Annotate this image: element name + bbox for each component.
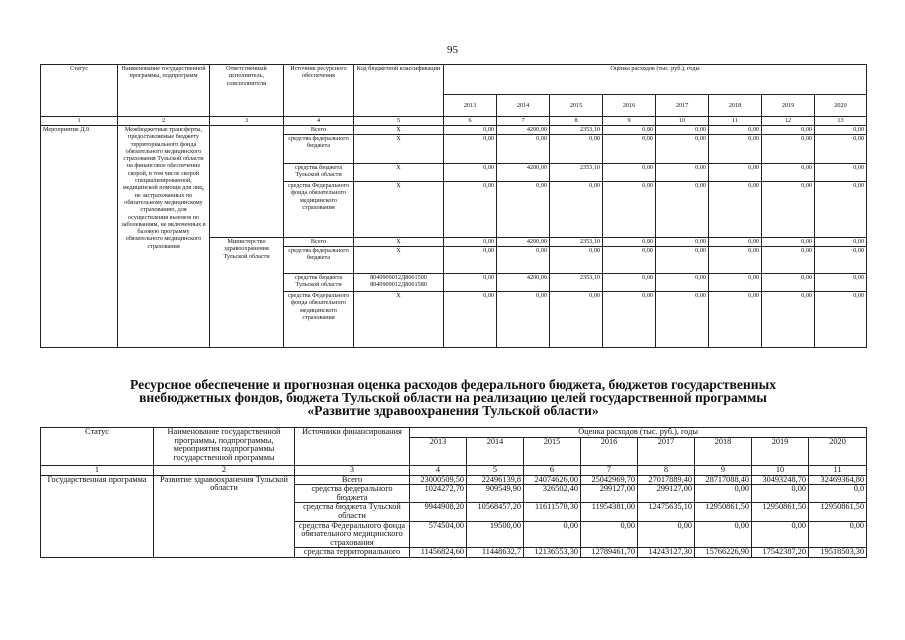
year-header: 2019 — [762, 95, 815, 117]
value-cell: 1024272,70 — [410, 485, 467, 503]
source-cell: Всего — [284, 238, 354, 247]
column-number: 7 — [497, 117, 550, 126]
column-number-row — [41, 117, 867, 126]
value-cell: 32469364,80 — [809, 475, 867, 485]
value-cell: 299127,00 — [581, 485, 638, 503]
value-cell: 0,00 — [709, 292, 762, 348]
year-header: 2018 — [695, 438, 752, 466]
value-cell: 2353,10 — [550, 126, 603, 135]
value-cell: 0,00 — [603, 247, 656, 274]
column-number: 5 — [354, 117, 444, 126]
column-number: 4 — [410, 466, 467, 476]
source-cell: средства Федерального фонда обязательного медицинского страхования — [284, 182, 354, 238]
value-cell: 0,00 — [524, 521, 581, 548]
column-number: 12 — [762, 117, 815, 126]
source-cell: средства федерального бюджета — [284, 135, 354, 164]
value-cell: 12950861,50 — [695, 503, 752, 521]
value-cell: 0,00 — [603, 164, 656, 182]
value-cell: 0,00 — [752, 485, 809, 503]
table-row — [41, 475, 867, 485]
value-cell: 0,00 — [762, 238, 815, 247]
value-cell: 19500,00 — [467, 521, 524, 548]
year-header: 2017 — [638, 438, 695, 466]
column-number: 5 — [467, 466, 524, 476]
value-cell: 11448632,7 — [467, 548, 524, 558]
value-cell: 11456824,60 — [410, 548, 467, 558]
year-header: 2016 — [581, 438, 638, 466]
column-number: 9 — [603, 117, 656, 126]
value-cell: 299127,00 — [638, 485, 695, 503]
source-cell: средства территориального — [295, 548, 410, 558]
header-status: Статус — [41, 428, 154, 466]
value-cell: 0,00 — [581, 521, 638, 548]
value-cell: 0,00 — [656, 126, 709, 135]
column-number: 10 — [752, 466, 809, 476]
header-name: Наименование государственной программы, подпрограмм — [118, 65, 210, 117]
value-cell: 0,00 — [762, 274, 815, 292]
value-cell: 0,00 — [550, 182, 603, 238]
column-number: 3 — [295, 466, 410, 476]
value-cell: 0,00 — [444, 135, 497, 164]
value-cell: 0,0 — [809, 485, 867, 503]
value-cell: 0,00 — [709, 135, 762, 164]
value-cell: 23000509,50 — [410, 475, 467, 485]
value-cell: 0,00 — [695, 485, 752, 503]
year-header: 2018 — [709, 95, 762, 117]
value-cell: 4200,00 — [497, 274, 550, 292]
source-cell: средства бюджета Тульской области — [284, 164, 354, 182]
header-source: Источники финансирования — [295, 428, 410, 466]
year-header: 2015 — [524, 438, 581, 466]
column-number-row — [41, 466, 867, 476]
value-cell: 14243127,30 — [638, 548, 695, 558]
value-cell: 0,00 — [656, 135, 709, 164]
value-cell: 0,00 — [603, 292, 656, 348]
value-cell: 4200,00 — [497, 164, 550, 182]
value-cell: 12475635,10 — [638, 503, 695, 521]
value-cell: 15766226,90 — [695, 548, 752, 558]
value-cell: 0,00 — [815, 164, 867, 182]
column-number: 1 — [41, 117, 118, 126]
value-cell: 12136553,30 — [524, 548, 581, 558]
resource-table-top — [40, 64, 867, 348]
value-cell: 0,00 — [809, 521, 867, 548]
column-number: 4 — [284, 117, 354, 126]
value-cell: 0,00 — [444, 247, 497, 274]
value-cell: 0,00 — [497, 247, 550, 274]
value-cell: 0,00 — [815, 182, 867, 238]
value-cell: 0,00 — [550, 135, 603, 164]
code-cell: Х — [354, 164, 444, 182]
executor-cell-empty — [210, 126, 284, 238]
code-cell: Х — [354, 292, 444, 348]
executor-cell: Министерство здравоохранения Тульской области — [210, 238, 284, 348]
status-cell: Мероприятие Д.9. — [41, 126, 118, 348]
header-name: Наименование государственной программы, подпрограммы, мероприятия подпрограммы государственной программы — [154, 428, 295, 466]
value-cell: 0,00 — [762, 135, 815, 164]
source-cell: средства федерального бюджета — [284, 247, 354, 274]
code-cell: Х — [354, 182, 444, 238]
code-cell: Х — [354, 247, 444, 274]
value-cell: 10568457,20 — [467, 503, 524, 521]
header-estimate: Оценка расходов (тыс. руб.), годы — [444, 65, 867, 95]
code-cell: Х — [354, 135, 444, 164]
header-source: Источник ресурсного обеспечения — [284, 65, 354, 117]
value-cell: 0,00 — [762, 126, 815, 135]
value-cell: 0,00 — [695, 521, 752, 548]
column-number: 6 — [444, 117, 497, 126]
value-cell: 0,00 — [709, 182, 762, 238]
value-cell: 19518503,30 — [809, 548, 867, 558]
value-cell: 0,00 — [815, 126, 867, 135]
value-cell: 0,00 — [656, 247, 709, 274]
value-cell: 4200,00 — [497, 238, 550, 247]
program-name-cell: Развитие здравоохранения Тульской области — [154, 475, 295, 557]
value-cell: 0,00 — [656, 292, 709, 348]
value-cell: 0,00 — [603, 182, 656, 238]
value-cell: 0,00 — [762, 182, 815, 238]
value-cell: 0,00 — [815, 238, 867, 247]
value-cell: 17542387,20 — [752, 548, 809, 558]
value-cell: 0,00 — [656, 164, 709, 182]
column-number: 2 — [154, 466, 295, 476]
value-cell: 0,00 — [603, 238, 656, 247]
year-header: 2019 — [752, 438, 809, 466]
value-cell: 0,00 — [709, 274, 762, 292]
value-cell: 0,00 — [656, 238, 709, 247]
heading-line: «Развитие здравоохранения Тульской области» — [307, 403, 599, 418]
value-cell: 30493248,70 — [752, 475, 809, 485]
source-cell: средства бюджета Тульской области — [295, 503, 410, 521]
source-cell: Всего — [295, 475, 410, 485]
value-cell: 2353,10 — [550, 238, 603, 247]
heading-line: Ресурсное обеспечение и прогнозная оценка расходов федерального бюджета, бюджетов государственных — [129, 377, 777, 392]
year-header: 2016 — [603, 95, 656, 117]
value-cell: 12950861,50 — [809, 503, 867, 521]
source-cell: средства Федерального фонда обязательного медицинского страхования — [284, 292, 354, 348]
heading-line: внебюджетных фондов, бюджета Тульской области на реализацию целей государственной программы — [139, 390, 767, 405]
year-header: 2017 — [656, 95, 709, 117]
year-header: 2013 — [444, 95, 497, 117]
value-cell: 0,00 — [709, 126, 762, 135]
header-status: Статус — [41, 65, 118, 117]
value-cell: 12789461,70 — [581, 548, 638, 558]
value-cell: 0,00 — [815, 292, 867, 348]
value-cell: 0,00 — [603, 126, 656, 135]
source-cell: средства федерального бюджета — [295, 485, 410, 503]
value-cell: 0,00 — [709, 247, 762, 274]
value-cell: 22496139,8 — [467, 475, 524, 485]
value-cell: 0,00 — [815, 274, 867, 292]
value-cell: 0,00 — [762, 292, 815, 348]
column-number: 10 — [656, 117, 709, 126]
table-row — [41, 126, 867, 135]
column-number: 8 — [550, 117, 603, 126]
code-cell: 8040909012Д8061500 8040909012Д8061580 — [354, 274, 444, 292]
value-cell: 0,00 — [709, 238, 762, 247]
value-cell: 326502,40 — [524, 485, 581, 503]
column-number: 11 — [809, 466, 867, 476]
column-number: 9 — [695, 466, 752, 476]
value-cell: 2353,10 — [550, 164, 603, 182]
value-cell: 0,00 — [444, 238, 497, 247]
column-number: 3 — [210, 117, 284, 126]
status-cell: Государственная программа — [41, 475, 154, 557]
column-number: 11 — [709, 117, 762, 126]
source-cell: средства бюджета Тульской области — [284, 274, 354, 292]
value-cell: 0,00 — [709, 164, 762, 182]
section-heading — [40, 378, 866, 417]
value-cell: 0,00 — [638, 521, 695, 548]
value-cell: 0,00 — [497, 135, 550, 164]
value-cell: 574504,00 — [410, 521, 467, 548]
year-header: 2014 — [467, 438, 524, 466]
header-executor: Ответственный исполнитель, соисполнители — [210, 65, 284, 117]
column-number: 1 — [41, 466, 154, 476]
year-header: 2015 — [550, 95, 603, 117]
value-cell: 0,00 — [497, 292, 550, 348]
column-number: 2 — [118, 117, 210, 126]
resource-table-bottom — [40, 427, 867, 558]
value-cell: 2353,10 — [550, 274, 603, 292]
year-header: 2020 — [815, 95, 867, 117]
value-cell: 24074626,00 — [524, 475, 581, 485]
value-cell: 0,00 — [815, 247, 867, 274]
page-number: 95 — [447, 44, 458, 56]
column-number: 6 — [524, 466, 581, 476]
year-header: 2020 — [809, 438, 867, 466]
value-cell: 0,00 — [752, 521, 809, 548]
measure-name-cell: Межбюджетные трансферты, предоставляемые бюджету территориального фонда обязательного медицинского страхования Тульской области на финансовое обеспечение скорой, в том числе скорой специализированной, медицинской помощи для лиц, не застрахованных по обязательному медицинскому страхованию, для осуществления вызовов по заболеваниям, не включенных в базовую программу обязательного медицинского страхования — [118, 126, 210, 348]
value-cell: 28717088,40 — [695, 475, 752, 485]
header-estimate: Оценка расходов (тыс. руб.), годы — [410, 428, 867, 438]
value-cell: 0,00 — [550, 292, 603, 348]
code-cell: Х — [354, 126, 444, 135]
value-cell: 0,00 — [656, 182, 709, 238]
value-cell: 909549,90 — [467, 485, 524, 503]
value-cell: 0,00 — [603, 274, 656, 292]
year-header: 2014 — [497, 95, 550, 117]
source-cell: средства Федерального фонда обязательного медицинского страхования — [295, 521, 410, 548]
column-number: 13 — [815, 117, 867, 126]
value-cell: 0,00 — [497, 182, 550, 238]
value-cell: 0,00 — [444, 292, 497, 348]
value-cell: 11611570,30 — [524, 503, 581, 521]
column-number: 7 — [581, 466, 638, 476]
value-cell: 0,00 — [444, 182, 497, 238]
value-cell: 25042969,70 — [581, 475, 638, 485]
value-cell: 27017889,40 — [638, 475, 695, 485]
value-cell: 0,00 — [656, 274, 709, 292]
header-code: Код бюджетной классификации — [354, 65, 444, 117]
value-cell: 0,00 — [603, 135, 656, 164]
value-cell: 0,00 — [444, 126, 497, 135]
value-cell: 0,00 — [762, 247, 815, 274]
code-cell: Х — [354, 238, 444, 247]
value-cell: 0,00 — [550, 247, 603, 274]
value-cell: 12950861,50 — [752, 503, 809, 521]
source-cell: Всего — [284, 126, 354, 135]
value-cell: 0,00 — [762, 164, 815, 182]
value-cell: 0,00 — [444, 274, 497, 292]
value-cell: 4200,00 — [497, 126, 550, 135]
value-cell: 0,00 — [444, 164, 497, 182]
year-header: 2013 — [410, 438, 467, 466]
value-cell: 9944908,20 — [410, 503, 467, 521]
value-cell: 11954381,00 — [581, 503, 638, 521]
value-cell: 0,00 — [815, 135, 867, 164]
column-number: 8 — [638, 466, 695, 476]
